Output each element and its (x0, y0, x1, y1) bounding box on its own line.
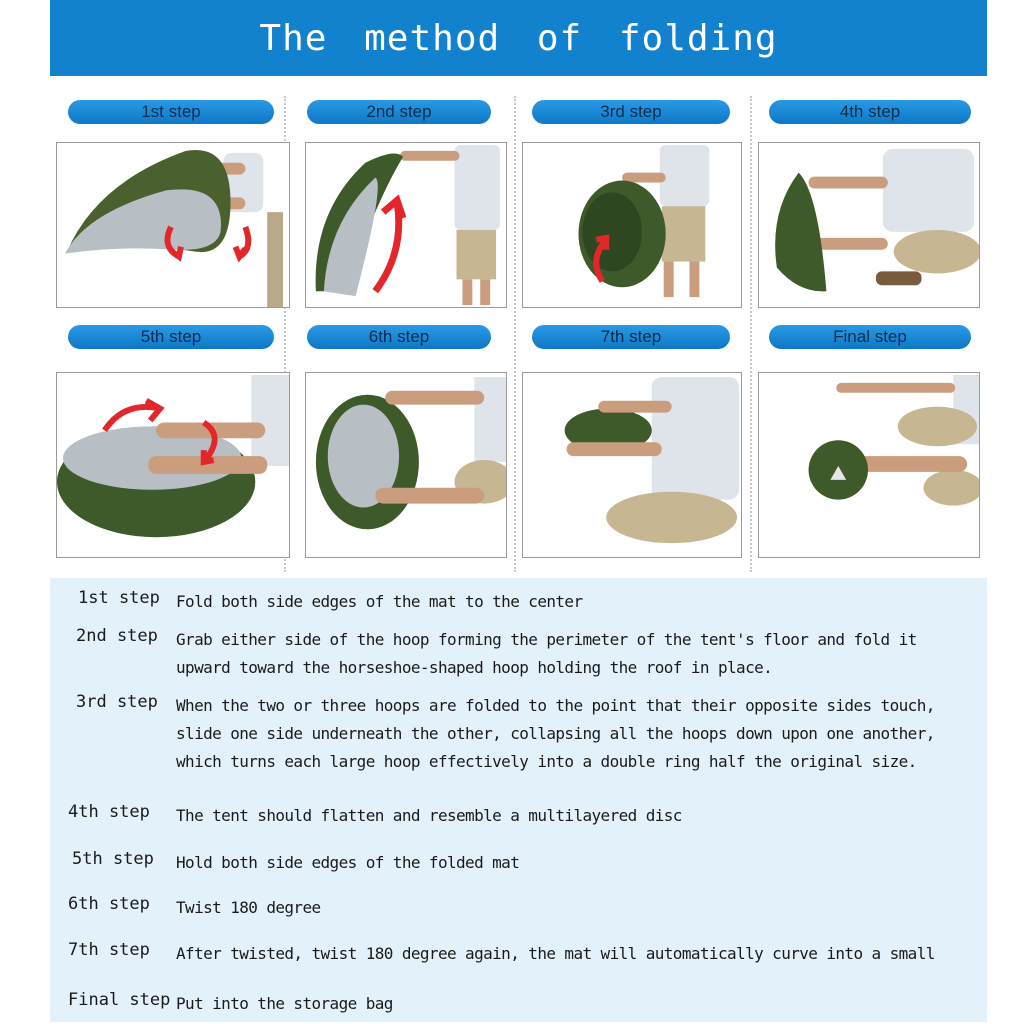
step-6-photo (305, 372, 507, 558)
instruction-label: 5th step (72, 849, 154, 869)
step-photo-grid (50, 96, 987, 572)
step-pill-label: 1st step (141, 102, 201, 121)
instruction-text: When the two or three hoops are folded to the point that their opposite sides touch, slide one side underneath the other, collapsing all the hoops down upon one another, which turns each large hoop effectively into a double ring half the original size. (176, 696, 935, 771)
title-banner (50, 0, 987, 76)
step-pill-label: 7th step (600, 327, 662, 346)
step-pill-4 (769, 100, 971, 124)
instruction-text: The tent should flatten and resemble a multilayered disc (176, 806, 682, 825)
final-step-photo (758, 372, 980, 558)
step-pill-5 (68, 325, 274, 349)
instruction-label: 2nd step (76, 626, 158, 646)
instruction-panel (50, 578, 987, 1022)
instruction-text: Grab either side of the hoop forming the perimeter of the tent's floor and fold it upward toward the horseshoe-shaped hoop holding the roof in place. (176, 630, 917, 677)
page-title: The method of folding (259, 17, 778, 59)
instruction-label: 3rd step (76, 692, 158, 712)
step-1-photo (56, 142, 290, 308)
step-pill-final (769, 325, 971, 349)
step-5-photo (56, 372, 290, 558)
instruction-text: After twisted, twist 180 degree again, the mat will automatically curve into a small (176, 944, 935, 963)
instruction-label: 7th step (68, 940, 150, 960)
step-pill-1 (68, 100, 274, 124)
step-pill-3 (532, 100, 730, 124)
step-pill-label: Final step (833, 327, 907, 346)
step-pill-2 (307, 100, 491, 124)
step-pill-label: 2nd step (366, 102, 432, 121)
step-pill-label: 6th step (368, 327, 430, 346)
step-pill-7 (532, 325, 730, 349)
instruction-text: Twist 180 degree (176, 898, 321, 917)
instruction-text: Hold both side edges of the folded mat (176, 853, 520, 872)
column-divider (514, 96, 516, 572)
step-3-photo (522, 142, 742, 308)
instruction-text: Fold both side edges of the mat to the center (176, 592, 583, 611)
instruction-label: 4th step (68, 802, 150, 822)
instruction-label: Final step (68, 990, 171, 1010)
step-7-photo (522, 372, 742, 558)
step-pill-6 (307, 325, 491, 349)
step-pill-label: 5th step (140, 327, 202, 346)
column-divider (750, 96, 752, 572)
step-pill-label: 4th step (839, 102, 901, 121)
instruction-label: 6th step (68, 894, 150, 914)
instruction-text: Put into the storage bag (176, 994, 393, 1013)
instruction-label: 1st step (78, 588, 160, 608)
step-2-photo (305, 142, 507, 308)
step-4-photo (758, 142, 980, 308)
step-pill-label: 3rd step (600, 102, 662, 121)
